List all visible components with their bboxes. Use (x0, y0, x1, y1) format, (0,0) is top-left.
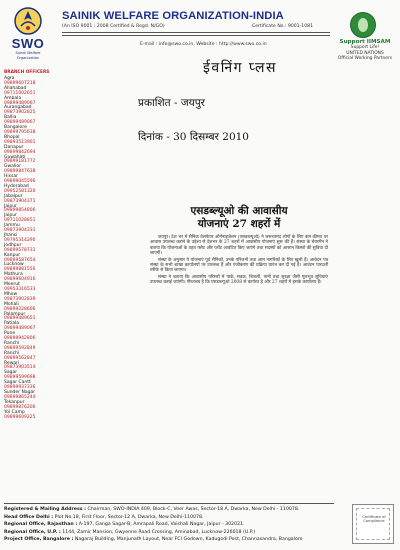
branch-city: Aurangabad (4, 105, 32, 111)
branch-phone: 09899609225 (4, 414, 36, 420)
branch-city: Yol Camp (4, 409, 25, 415)
branch-city: Sagar (4, 370, 18, 376)
branch-city: Palampur (4, 311, 26, 317)
branch-phone: 09899876206 (4, 404, 36, 410)
branch-city: Mathura (4, 272, 23, 278)
branch-phone: 09795314290 (4, 237, 36, 243)
partner-line-3: UNITED NATIONS (346, 50, 384, 56)
article-paragraph: संस्था ने बताया कि आवासीय परिसरों में पार्क, सड़क, बिजली, पानी तथा सुरक्षा जैसी मूलभूत सुविधाएं उपलब्ध कराई जाएंगी। गौरतलब है कि एसडब्ल्यूओ 2008 से कार्यरत है और 27 शहरों में इसके कार्यालय हैं। (150, 274, 328, 286)
branch-city: Bangalore (4, 125, 27, 131)
footer-label: Registered & Mailing Address : (4, 507, 87, 512)
footer-line (4, 506, 334, 514)
published-date: दिनांक - 30 दिसम्बर 2010 (138, 131, 249, 143)
branch-phone: 09899842694 (4, 149, 36, 155)
branch-city: Patiala (4, 321, 20, 327)
branch-city: Jammu (4, 223, 20, 229)
branch-phone: 09873903514 (4, 365, 36, 371)
branch-city: Jaipur (4, 213, 17, 219)
branch-phone: 09873902825 (4, 110, 36, 116)
branch-city: Meerut (4, 282, 20, 288)
branch-officers-list (4, 70, 62, 420)
branch-phone: 09899607218 (4, 80, 36, 86)
swo-logo-text: SWO (11, 36, 45, 51)
swo-logo-subtitle: Sainik Welfare Organization (15, 51, 41, 60)
branch-phone: 09952581320 (4, 188, 36, 194)
footer-line (4, 514, 334, 522)
branch-phone: 09899045596 (4, 179, 36, 185)
branch-phone: 09899795638 (4, 129, 36, 135)
branch-phone: 09873904331 (4, 228, 36, 234)
branch-city: Lucknow (4, 262, 24, 268)
branch-city: Jabalpur (4, 193, 23, 199)
partner-text (336, 40, 394, 62)
branch-city: Jodhpur (4, 242, 22, 248)
newspaper-name: ईवनिंग प्लस (203, 60, 277, 76)
footer-label: Head Office Delhi : (4, 514, 54, 520)
branch-phone: 09893513901 (4, 139, 36, 145)
branch-phone: 09711028851 (4, 218, 36, 224)
branch-city: Hissar (4, 174, 18, 180)
headline-line-2: योजनाएं 27 शहरों में (197, 217, 281, 230)
partner-line-2: Support Life! (350, 45, 380, 51)
headline-line-1: एसडब्ल्यूओ की आवासीय (190, 205, 288, 217)
compliance-certificate-badge (352, 504, 394, 544)
branch-city: Guwahati (4, 154, 26, 160)
branch-phone: 09899181772 (4, 159, 36, 165)
branch-phone: 09873902839 (4, 296, 36, 302)
article-body (150, 235, 328, 287)
branch-phone: 09899599698 (4, 375, 36, 381)
branch-phone: 09899942806 (4, 336, 36, 342)
header-divider (62, 35, 330, 36)
partner-line-4: Official Working Partners (337, 56, 393, 62)
branch-city: Danapur (4, 144, 24, 150)
branch-phone: 09899228606 (4, 306, 36, 312)
branch-city: Jaipur (4, 203, 17, 209)
branch-city: Ranchi (4, 350, 20, 356)
branch-phone: 09899865244 (4, 394, 36, 400)
branch-phone: 09899562847 (4, 355, 36, 361)
footer-label: Regional Office, U.P. : (4, 529, 61, 535)
branch-phone: 09899592849 (4, 345, 36, 351)
swo-logo (5, 6, 51, 68)
branch-city: Hyderabad (4, 183, 29, 189)
article-paragraph: जयपुर। देश भर में सैनिक वेलफेयर ऑर्गनाइजेशन (एसडब्ल्यूओ) ने जरूरतमंद लोगों के लिए कम कीमत पर आवास उपलब्ध कराने के उद्देश्य से देशभर के 27 शहरों में आवासीय योजनाएं शुरू की हैं। संस्था के चेयरमैन ने बताया कि योजनाओं के तहत फ्लैट और प्लॉट आवंटित किए जाएंगे तथा सदस्यों को आसान किस्तों की सुविधा दी जाएगी। (150, 235, 328, 257)
footer-divider (4, 503, 334, 504)
branch-phone: 09899604916 (4, 277, 36, 283)
branch-city: Ranchi (4, 340, 20, 346)
branch-city: Gwalior (4, 164, 22, 170)
branch-phone: 09899854806 (4, 208, 36, 214)
footer-line (4, 521, 334, 529)
header-divider (62, 32, 330, 33)
partner-line-1: Support IIMSAM (339, 39, 391, 45)
branch-city: Mhow (4, 291, 18, 297)
footer-text: Nagaraj Building, Manjunath Layout, Near FCI Godown, Kadugodi Post, Channasandra, Bangalore (73, 537, 303, 543)
branch-city: Allahabad (4, 85, 27, 91)
branch-phone: 09711002651 (4, 90, 36, 96)
newspaper-masthead (160, 58, 320, 77)
contact-line: E-mail : info@swo.co.in, Website : http://www.swo.co.in (140, 42, 267, 47)
branch-phone: 09899587654 (4, 257, 36, 263)
iso-certification: (An ISO 9001 : 2008 Certified & Regd. N/GO) (62, 24, 165, 29)
branch-city: Ballia (4, 115, 17, 121)
branch-city: Sagar Cantt (4, 380, 31, 386)
organization-name: SAINIK WELFARE ORGANIZATION-INDIA (62, 10, 284, 22)
footer-line (4, 536, 334, 544)
article-headline (150, 205, 328, 230)
branch-city: Sunder Nagar (4, 390, 36, 395)
branch-city: Pune (4, 331, 16, 337)
branch-city: Agra (4, 76, 15, 81)
branch-city: Mohali (4, 301, 19, 307)
branch-phone: 09899489067 (4, 100, 36, 106)
branch-phone: 09953316533 (4, 286, 36, 292)
footer-label: Project Office, Bangalore : (4, 537, 74, 543)
certificate-number: Certificate No.: 9001-1081 (252, 24, 313, 29)
branch-city: Rewari (4, 360, 20, 366)
published-location: प्रकाशित - जयपुर (138, 97, 205, 109)
iimsam-logo (336, 12, 394, 70)
swo-emblem-icon (13, 6, 43, 36)
footer-text: Chairman, SWO-INDIA 409, Block-C, Veer Awas, Sector-18 A, Dwarka, New Delhi - 110078. (86, 507, 300, 512)
footer-label: Regional Office, Rajasthan : (4, 522, 78, 528)
branch-phone: 09899881556 (4, 267, 36, 273)
leaf-icon (358, 18, 368, 32)
news-article (150, 205, 328, 421)
branch-city: Ambala (4, 95, 22, 101)
branch-city: Jhansi (4, 233, 18, 238)
branch-phone: 09899489067 (4, 326, 36, 332)
article-paragraph: संस्था के अनुसार ये योजनाएं पूर्व सैनिकों, उनके परिजनों तथा आम नागरिकों के लिए खुली हैं। आवेदन पत्र संस्था के सभी शाखा कार्यालयों पर उपलब्ध हैं और पंजीकरण की प्रक्रिया प्रारंभ कर दी गई है। आवंटन पारदर्शी तरीके से किया जाएगा। (150, 257, 328, 274)
certificate-frame (356, 508, 390, 540)
footer-line (4, 529, 334, 537)
certificate-text: Certificate of Compliance (362, 515, 386, 524)
footer-text: A-197, Ganga Sagar-B, Amrapali Road, Vaishali Nagar, Jaipur - 302021. (77, 522, 245, 528)
branch-city: Tekanpur (4, 399, 25, 405)
branch-city: Bhopal (4, 134, 20, 140)
branch-phone: 09899937336 (4, 385, 36, 391)
branch-officers-title: BRANCH OFFICERS (4, 70, 50, 75)
branch-phone: 09899847638 (4, 169, 36, 175)
branch-phone: 09873904371 (4, 198, 36, 204)
branch-city: Kanpur (4, 252, 21, 258)
branch-phone: 09899489651 (4, 316, 36, 322)
footer-text: 1144, Zamir Mansion, Gwyenne Road Crossing, Aminabad, Lucknow-226018 (U.P.) (60, 529, 256, 535)
branch-phone: 09899489067 (4, 120, 36, 126)
footer-addresses (4, 506, 334, 544)
footer-text: Plot No.18, First Floor, Sector-12 A, Dwarka, New Delhi-110078. (53, 514, 204, 520)
branch-phone: 09899578731 (4, 247, 36, 253)
